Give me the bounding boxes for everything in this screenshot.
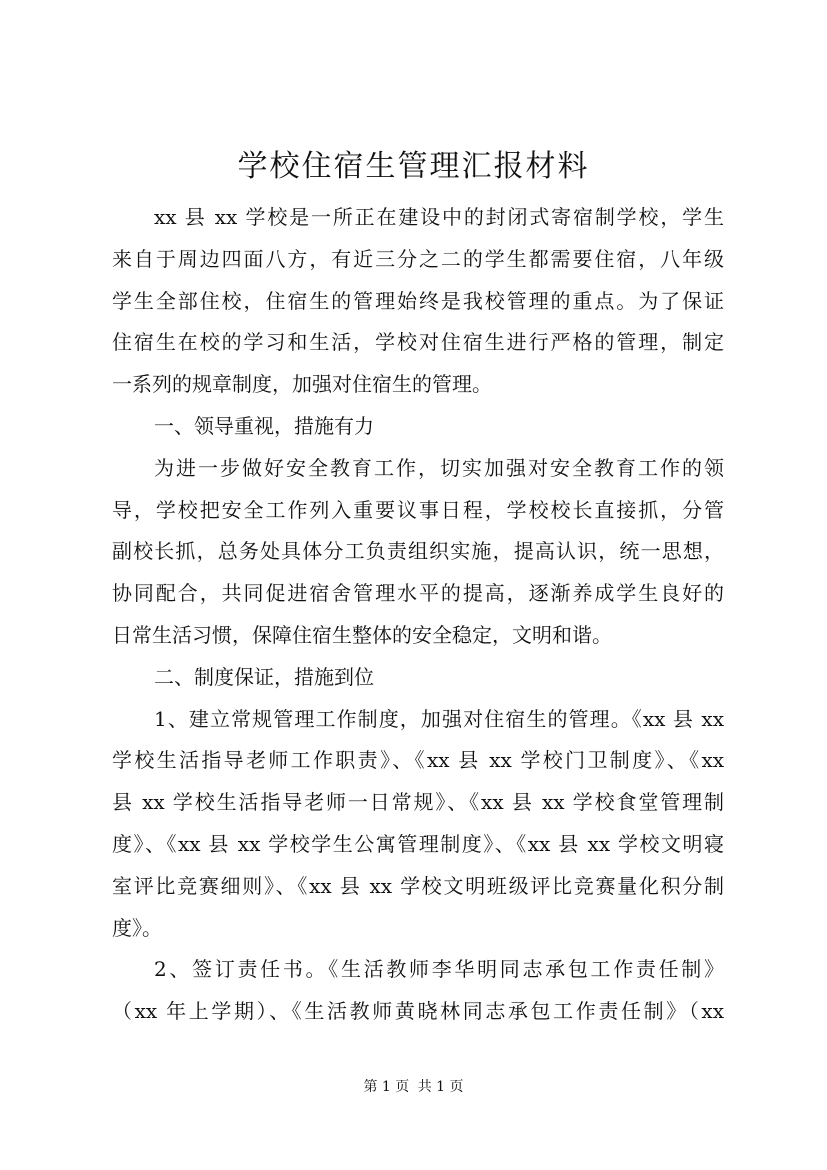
paragraph-line: 学校生活指导老师工作职责》、《xx 县 xx 学校门卫制度》、《xx <box>112 748 724 773</box>
page-footer <box>0 1077 827 1097</box>
paragraph-line: 2、签订责任书。《生活教师李华明同志承包工作责任制》 <box>154 957 724 982</box>
paragraph-line: 副校长抓，总务处具体分工负责组织实施，提高认识，统一思想， <box>112 539 724 564</box>
paragraph-line: 协同配合，共同促进宿舍管理水平的提高，逐渐养成学生良好的 <box>112 581 724 606</box>
paragraph-line: 县 xx 学校生活指导老师一日常规》、《xx 县 xx 学校食堂管理制 <box>112 790 724 815</box>
paragraph-line: 一系列的规章制度，加强对住宿生的管理。 <box>112 372 492 397</box>
paragraph-line: 导，学校把安全工作列入重要议事日程，学校校长直接抓，分管 <box>112 497 724 522</box>
paragraph-line: （xx 年上学期）、《生活教师黄晓林同志承包工作责任制》（xx <box>112 999 724 1024</box>
page-total: 共 1 页 <box>417 1079 464 1095</box>
paragraph-line: 1、建立常规管理工作制度，加强对住宿生的管理。《xx 县 xx <box>154 706 724 731</box>
document-title: 学校住宿生管理汇报材料 <box>237 149 590 184</box>
paragraph-line: 住宿生在校的学习和生活，学校对住宿生进行严格的管理，制定 <box>112 330 724 355</box>
paragraph-line: 度》、《xx 县 xx 学校学生公寓管理制度》、《xx 县 xx 学校文明寝 <box>112 831 724 856</box>
document-body <box>112 197 724 1033</box>
paragraph-line: 学生全部住校，住宿生的管理始终是我校管理的重点。为了保证 <box>112 288 724 313</box>
page-number: 第 1 页 <box>363 1079 410 1095</box>
paragraph-line: 度》。 <box>112 915 162 940</box>
paragraph-line: 来自于周边四面八方，有近三分之二的学生都需要住宿，八年级 <box>112 246 724 271</box>
paragraph-line: 日常生活习惯，保障住宿生整体的安全稳定，文明和谐。 <box>112 622 612 647</box>
section-heading: 二、制度保证，措施到位 <box>154 664 374 689</box>
paragraph-line: 室评比竞赛细则》、《xx 县 xx 学校文明班级评比竞赛量化积分制 <box>112 873 724 898</box>
section-heading: 一、领导重视，措施有力 <box>154 413 374 438</box>
paragraph-line: 为进一步做好安全教育工作，切实加强对安全教育工作的领 <box>154 455 724 480</box>
paragraph-line: xx 县 xx 学校是一所正在建设中的封闭式寄宿制学校，学生 <box>154 205 724 229</box>
